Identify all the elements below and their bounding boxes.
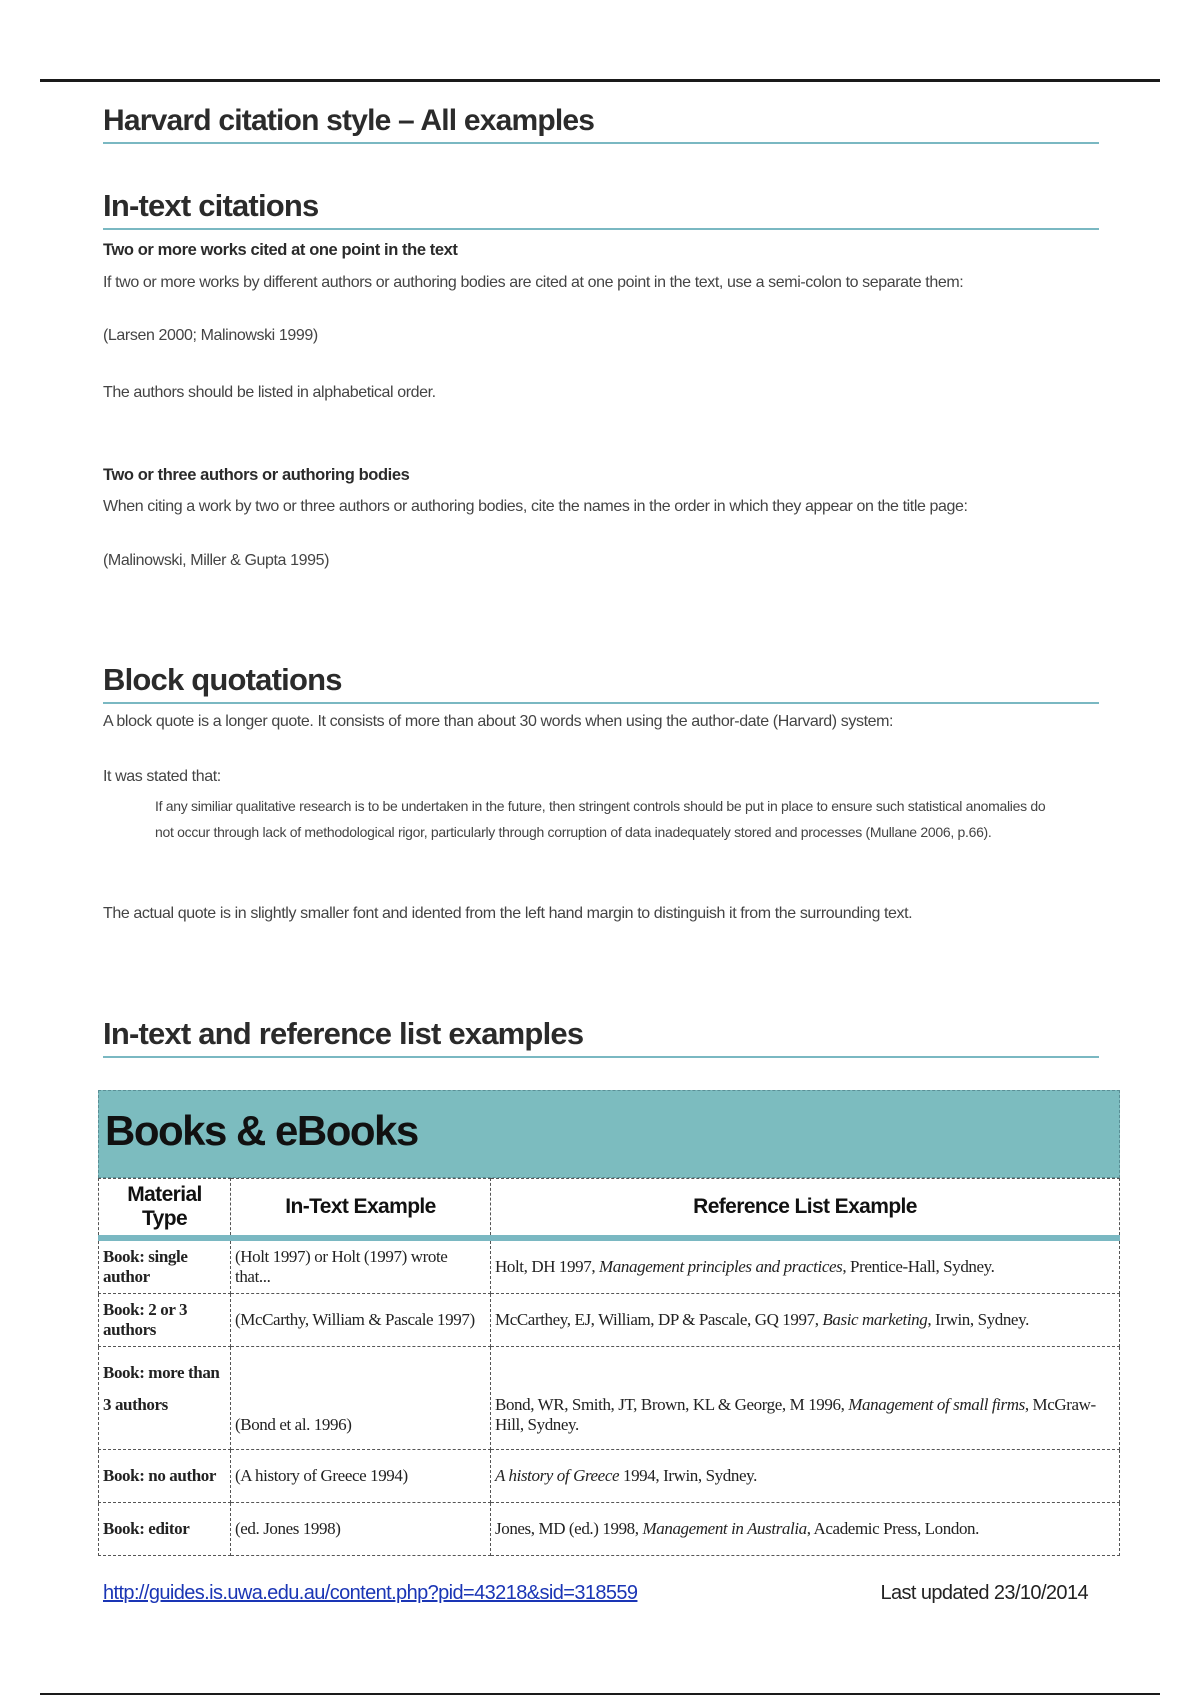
reference-cell xyxy=(491,1238,1120,1294)
top-rule xyxy=(40,79,1160,82)
example-multiple-works: (Larsen 2000; Malinowski 1999) xyxy=(103,327,318,344)
reference-prefix: Holt, DH 1997, xyxy=(495,1257,600,1276)
material-type-cell: Book: no author xyxy=(99,1450,231,1503)
reference-title: Management of small firms xyxy=(848,1395,1025,1414)
section-heading-intext: In-text citations xyxy=(103,188,1099,230)
table-row xyxy=(99,1450,1120,1503)
block-quote-lead: It was stated that: xyxy=(103,768,221,785)
document-title: Harvard citation style – All examples xyxy=(103,104,1099,144)
reference-suffix: , Academic Press, London. xyxy=(806,1519,980,1538)
reference-title: Management in Australia xyxy=(642,1519,807,1538)
reference-prefix: McCarthey, EJ, William, DP & Pascale, GQ 1997, xyxy=(495,1310,823,1329)
reference-suffix: , McGraw-Hill, Sydney. xyxy=(495,1395,1096,1434)
reference-suffix: , Irwin, Sydney. xyxy=(927,1310,1029,1329)
in-text-cell: (Holt 1997) or Holt (1997) wrote that... xyxy=(231,1238,491,1294)
material-type-cell: Book: 2 or 3 authors xyxy=(99,1294,231,1347)
section-heading-block: Block quotations xyxy=(103,662,1099,704)
column-header-reference-list: Reference List Example xyxy=(491,1179,1120,1239)
guide-link[interactable]: http://guides.is.uwa.edu.au/content.php?pid=43218&sid=318559 xyxy=(103,1582,638,1604)
reference-cell xyxy=(491,1503,1120,1556)
in-text-cell: (A history of Greece 1994) xyxy=(231,1450,491,1503)
subheading-two-three-authors: Two or three authors or authoring bodies xyxy=(103,466,410,484)
table-row xyxy=(99,1294,1120,1347)
material-type-cell: Book: more than 3 authors xyxy=(99,1347,231,1450)
books-banner-title: Books & eBooks xyxy=(105,1107,418,1154)
reference-prefix: Jones, MD (ed.) 1998, xyxy=(495,1519,643,1538)
reference-cell xyxy=(491,1450,1120,1503)
paragraph-multiple-works: If two or more works by different authors or authoring bodies are cited at one point in the text, use a semi-colon to separate them: xyxy=(103,274,964,291)
reference-title: Basic marketing xyxy=(822,1310,928,1329)
in-text-cell: (McCarthy, William & Pascale 1997) xyxy=(231,1294,491,1347)
paragraph-block-quote: A block quote is a longer quote. It consists of more than about 30 words when using the author-date (Harvard) system: xyxy=(103,713,894,730)
in-text-cell: (ed. Jones 1998) xyxy=(231,1503,491,1556)
reference-title: A history of Greece xyxy=(495,1466,620,1485)
last-updated: Last updated 23/10/2014 xyxy=(880,1582,1088,1604)
column-header-in-text: In-Text Example xyxy=(231,1179,491,1239)
material-type-cell: Book: single author xyxy=(99,1238,231,1294)
reference-cell xyxy=(491,1347,1120,1450)
section-heading-examples: In-text and reference list examples xyxy=(103,1016,1099,1058)
material-type-cell: Book: editor xyxy=(99,1503,231,1556)
books-banner xyxy=(98,1090,1120,1178)
paragraph-two-three-authors: When citing a work by two or three authors or authoring bodies, cite the names in the order in which they appear on the title page: xyxy=(103,498,968,515)
reference-prefix: Bond, WR, Smith, JT, Brown, KL & George, M 1996, xyxy=(495,1395,849,1414)
column-header-material-type: Material Type xyxy=(99,1179,231,1239)
reference-suffix: 1994, Irwin, Sydney. xyxy=(619,1466,757,1485)
reference-cell xyxy=(491,1294,1120,1347)
table-row xyxy=(99,1347,1120,1450)
paragraph-block-note: The actual quote is in slightly smaller font and idented from the left hand margin to distinguish it from the surrounding text. xyxy=(103,905,913,922)
block-quote: If any similiar qualitative research is to be undertaken in the future, then stringent controls should be put in place to ensure such statistical anomalies do not occur through lack of methodological rigor, particularly through corruption of data inadequately stored and processes (Mullane 2006, p.66). xyxy=(155,798,1046,840)
bottom-rule xyxy=(40,1693,1160,1695)
reference-title: Management principles and practices xyxy=(599,1257,843,1276)
in-text-cell: (Bond et al. 1996) xyxy=(231,1347,491,1450)
paragraph-alphabetical: The authors should be listed in alphabetical order. xyxy=(103,384,436,401)
reference-table xyxy=(98,1178,1120,1556)
reference-suffix: , Prentice-Hall, Sydney. xyxy=(842,1257,995,1276)
example-two-three-authors: (Malinowski, Miller & Gupta 1995) xyxy=(103,552,329,569)
table-row xyxy=(99,1503,1120,1556)
table-row xyxy=(99,1238,1120,1294)
table-header-row xyxy=(99,1179,1120,1239)
subheading-multiple-works: Two or more works cited at one point in the text xyxy=(103,241,458,259)
